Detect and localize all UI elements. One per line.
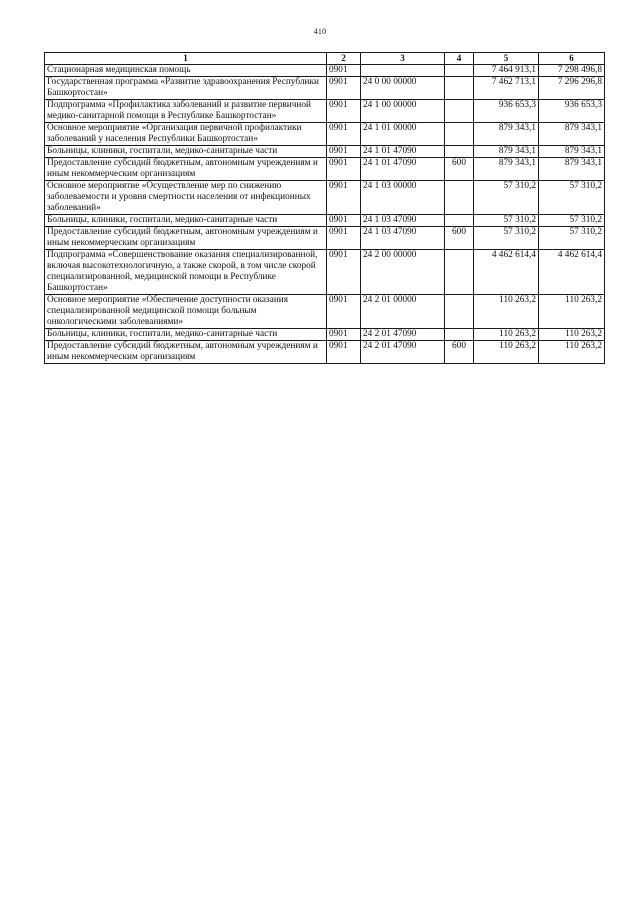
cell-name: Основное мероприятие «Организация первичной профилактики заболеваний у населения Республики Башкортостан» [45,123,327,146]
cell-sum2: 879 343,1 [539,123,605,146]
cell-expense [445,100,474,123]
table-row [45,295,605,329]
cell-target: 24 1 00 00000 [361,100,445,123]
cell-target: 24 1 01 00000 [361,123,445,146]
cell-sum1: 7 464 913,1 [474,65,539,77]
cell-sum2: 879 343,1 [539,146,605,158]
cell-target: 24 2 01 47090 [361,341,445,364]
column-header-expense: 4 [445,53,474,65]
table-row [45,250,605,295]
cell-sum2: 7 298 496,8 [539,65,605,77]
cell-section: 0901 [327,146,361,158]
cell-name: Больницы, клиники, госпитали, медико-санитарные части [45,215,327,227]
cell-sum2: 936 653,3 [539,100,605,123]
column-header-section: 2 [327,53,361,65]
cell-sum2: 110 263,2 [539,341,605,364]
cell-target: 24 2 01 00000 [361,295,445,329]
cell-section: 0901 [327,295,361,329]
cell-name: Основное мероприятие «Обеспечение доступности оказания специализированной медицинской помощи больным онкологическими заболеваниями» [45,295,327,329]
cell-target: 24 0 00 00000 [361,77,445,100]
table-row [45,146,605,158]
cell-sum1: 879 343,1 [474,123,539,146]
header-row [45,53,605,65]
cell-sum1: 936 653,3 [474,100,539,123]
table-row [45,181,605,215]
cell-target: 24 1 03 47090 [361,227,445,250]
cell-expense [445,65,474,77]
cell-target: 24 2 00 00000 [361,250,445,295]
cell-sum2: 7 296 296,8 [539,77,605,100]
column-header-sum1: 5 [474,53,539,65]
table-row [45,329,605,341]
page-number: 410 [313,27,327,36]
cell-sum1: 4 462 614,4 [474,250,539,295]
cell-name: Больницы, клиники, госпитали, медико-санитарные части [45,146,327,158]
cell-sum1: 57 310,2 [474,215,539,227]
cell-sum1: 879 343,1 [474,146,539,158]
cell-target: 24 2 01 47090 [361,329,445,341]
cell-sum1: 57 310,2 [474,227,539,250]
cell-expense [445,329,474,341]
cell-section: 0901 [327,158,361,181]
cell-sum2: 879 343,1 [539,158,605,181]
cell-sum1: 110 263,2 [474,341,539,364]
cell-expense [445,215,474,227]
cell-expense [445,146,474,158]
cell-section: 0901 [327,77,361,100]
table-row [45,65,605,77]
table-row [45,215,605,227]
column-header-target: 3 [361,53,445,65]
cell-target: 24 1 03 00000 [361,181,445,215]
cell-sum1: 110 263,2 [474,329,539,341]
cell-name: Стационарная медицинская помощь [45,65,327,77]
table-body [45,65,605,364]
table-row [45,100,605,123]
cell-name: Государственная программа «Развитие здравоохранения Республики Башкортостан» [45,77,327,100]
cell-target: 24 1 01 47090 [361,146,445,158]
cell-sum2: 57 310,2 [539,215,605,227]
cell-sum2: 110 263,2 [539,295,605,329]
cell-name: Основное мероприятие «Осуществление мер по снижению заболеваемости и уровня смертности населения от инфекционных заболеваний» [45,181,327,215]
cell-section: 0901 [327,181,361,215]
table-row [45,227,605,250]
cell-section: 0901 [327,215,361,227]
cell-expense [445,250,474,295]
cell-expense: 600 [445,158,474,181]
cell-expense [445,77,474,100]
table-row [45,341,605,364]
cell-sum2: 110 263,2 [539,329,605,341]
cell-expense [445,123,474,146]
cell-name: Предоставление субсидий бюджетным, автономным учреждениям и иным некоммерческим организациям [45,341,327,364]
cell-sum2: 4 462 614,4 [539,250,605,295]
cell-name: Больницы, клиники, госпитали, медико-санитарные части [45,329,327,341]
cell-target [361,65,445,77]
cell-section: 0901 [327,227,361,250]
cell-section: 0901 [327,341,361,364]
cell-section: 0901 [327,100,361,123]
cell-sum2: 57 310,2 [539,227,605,250]
cell-name: Предоставление субсидий бюджетным, автономным учреждениям и иным некоммерческим организациям [45,227,327,250]
column-header-name: 1 [45,53,327,65]
cell-name: Предоставление субсидий бюджетным, автономным учреждениям и иным некоммерческим организациям [45,158,327,181]
cell-section: 0901 [327,329,361,341]
cell-section: 0901 [327,65,361,77]
cell-sum1: 57 310,2 [474,181,539,215]
cell-section: 0901 [327,250,361,295]
cell-expense: 600 [445,341,474,364]
table-row [45,123,605,146]
cell-section: 0901 [327,123,361,146]
table-row [45,158,605,181]
cell-name: Подпрограмма «Совершенствование оказания специализированной, включая высокотехнологичную, а также скорой, в том числе скорой специализированной, медицинской помощи в Республике Башкортостан» [45,250,327,295]
cell-expense [445,295,474,329]
cell-expense [445,181,474,215]
cell-sum1: 110 263,2 [474,295,539,329]
cell-target: 24 1 03 47090 [361,215,445,227]
cell-target: 24 1 01 47090 [361,158,445,181]
cell-sum2: 57 310,2 [539,181,605,215]
column-header-sum2: 6 [539,53,605,65]
table-row [45,77,605,100]
cell-expense: 600 [445,227,474,250]
cell-name: Подпрограмма «Профилактика заболеваний и развитие первичной медико-санитарной помощи в Республике Башкортостан» [45,100,327,123]
budget-table [44,52,605,364]
table-header [45,53,605,65]
cell-sum1: 879 343,1 [474,158,539,181]
cell-sum1: 7 462 713,1 [474,77,539,100]
